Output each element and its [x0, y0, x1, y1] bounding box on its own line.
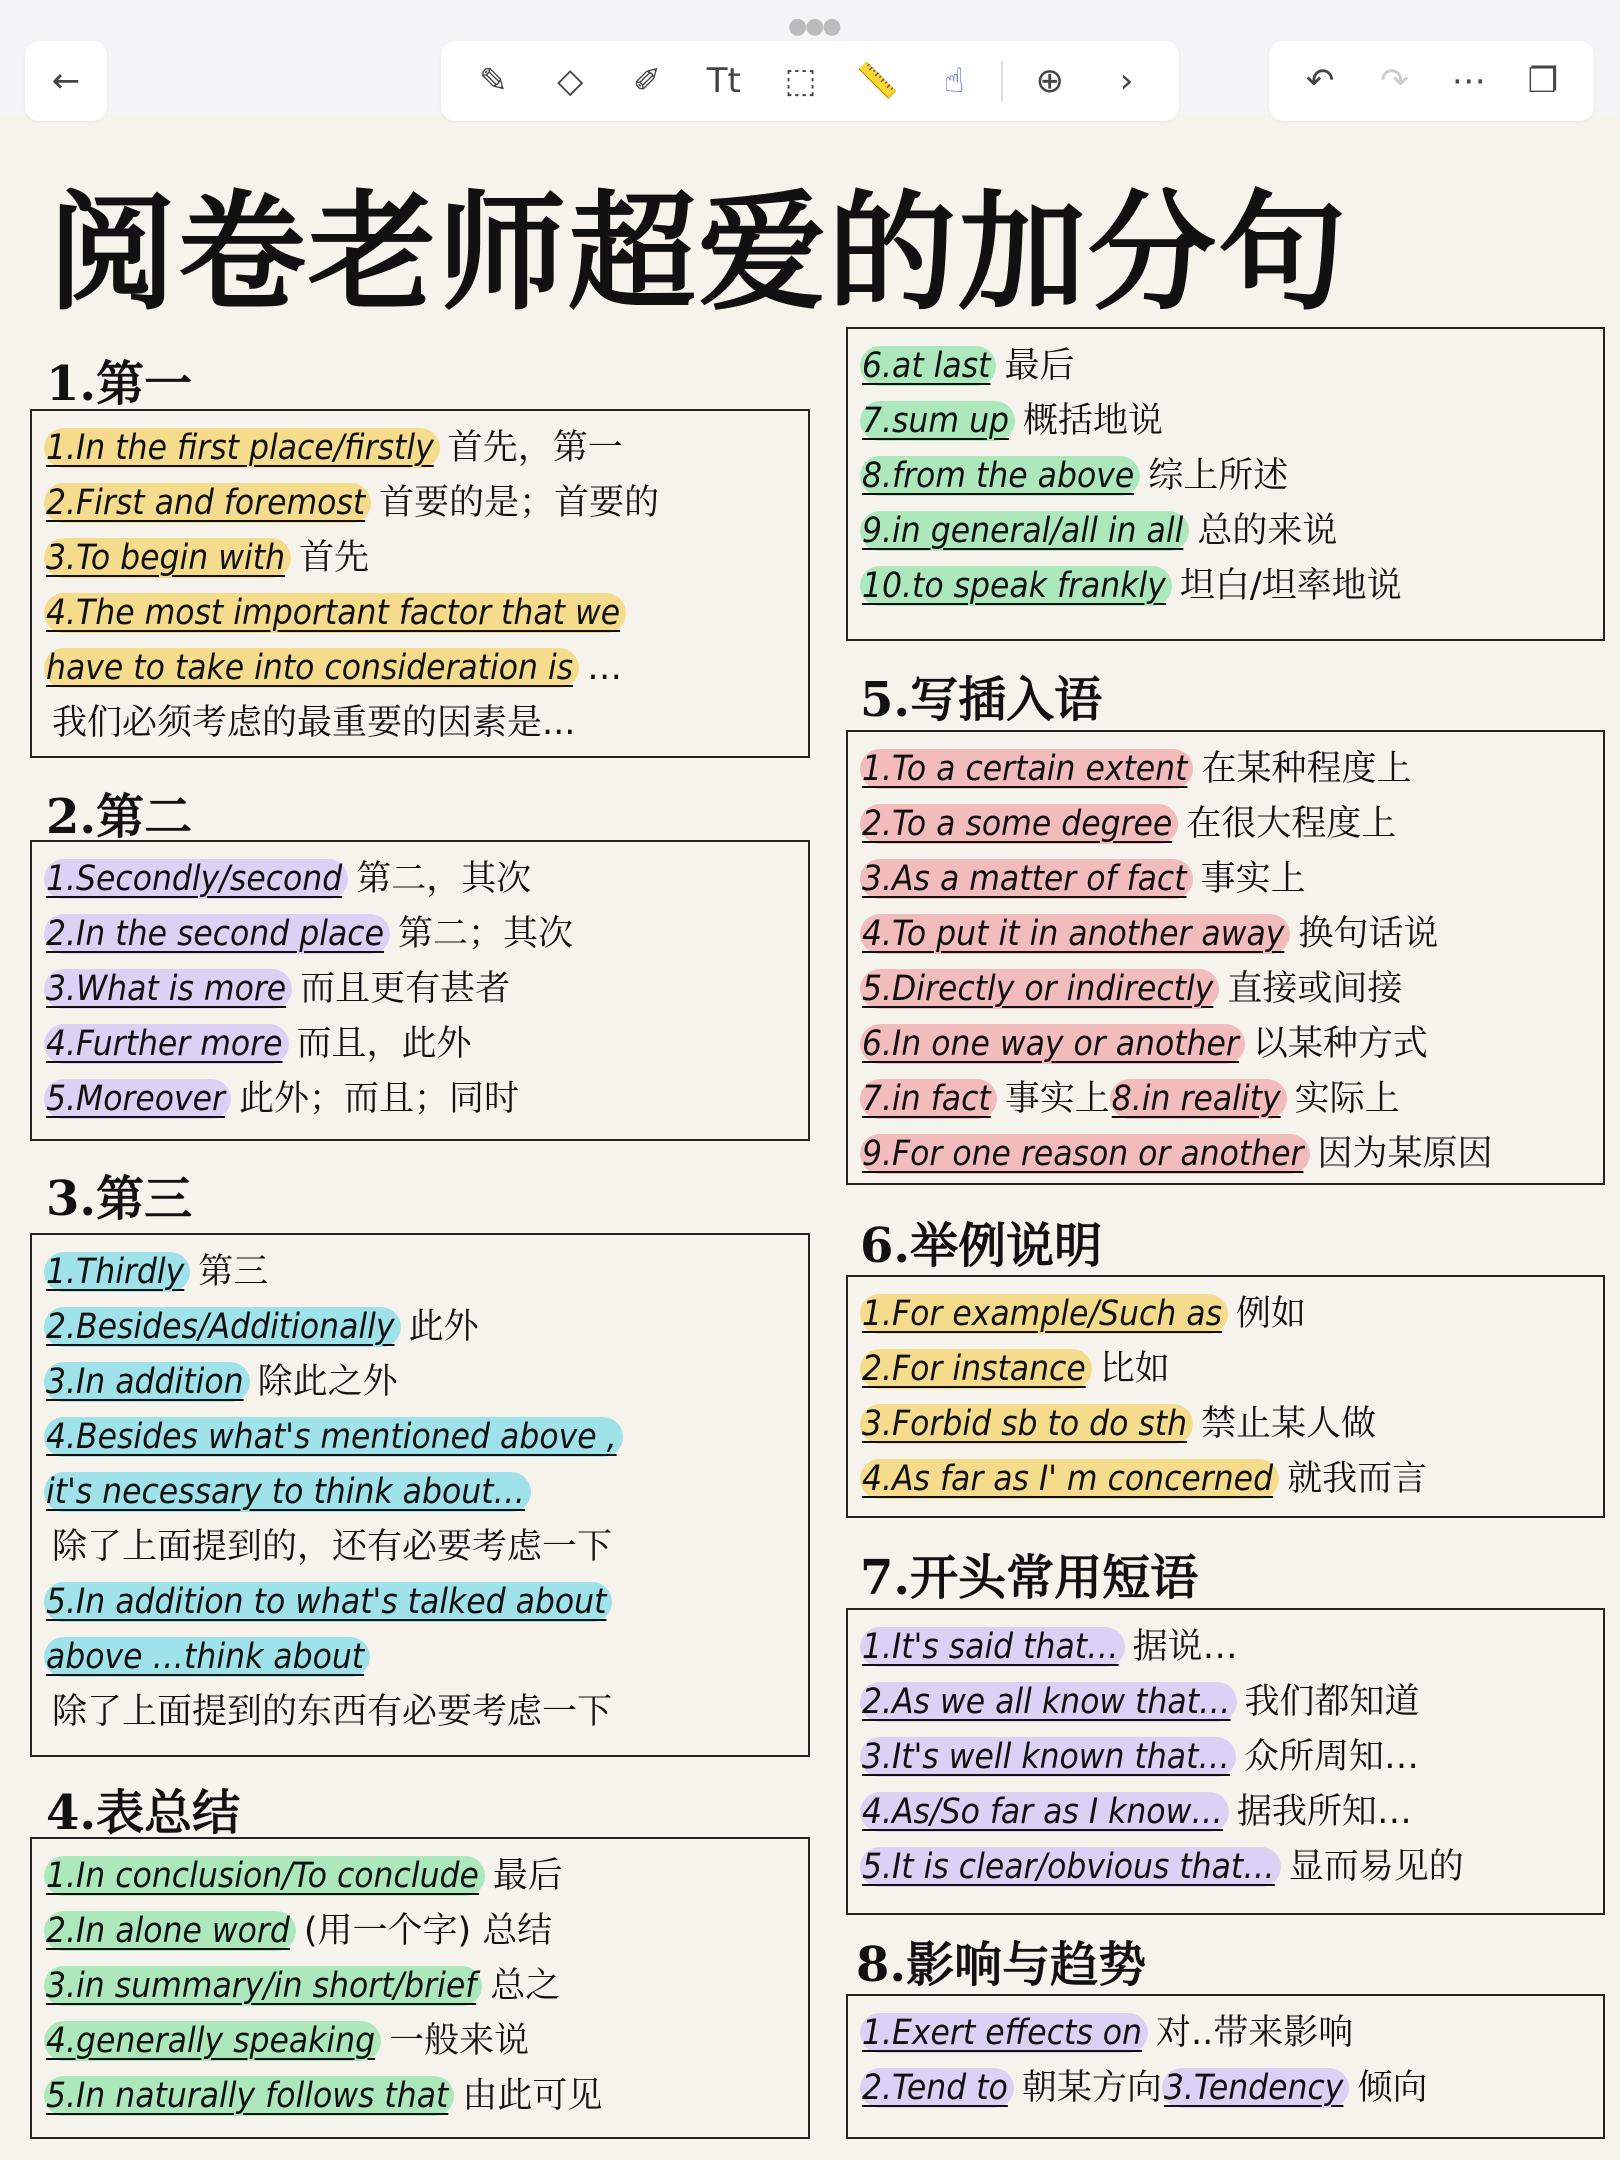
chinese-meaning: 在很大程度上 — [1186, 804, 1397, 844]
phrase-line — [44, 852, 798, 907]
english-phrase: 6.at last — [860, 346, 996, 386]
chinese-meaning: 总之 — [490, 1966, 561, 2006]
back-arrow-icon[interactable]: ← — [51, 61, 81, 101]
chinese-meaning: 除了上面提到的东西有必要考虑一下 — [52, 1692, 613, 1732]
english-phrase: 7.sum up — [860, 401, 1015, 441]
phrase-line — [860, 1730, 1593, 1785]
english-phrase: 5.In addition to what's talked about — [44, 1582, 612, 1622]
tool-palette — [441, 41, 1179, 121]
phrase-line — [44, 1300, 798, 1355]
phrase-line — [860, 1072, 1593, 1127]
chinese-meaning: 最后 — [492, 1856, 563, 1896]
phrase-line — [860, 1127, 1593, 1182]
chinese-meaning: 总的来说 — [1197, 511, 1338, 551]
english-phrase: 2.To a some degree — [860, 804, 1178, 844]
phrase-box — [846, 327, 1605, 641]
chinese-meaning: 换句话说 — [1298, 914, 1439, 954]
section-heading: 2.第二 — [46, 789, 193, 845]
english-phrase: 9.For one reason or another — [860, 1134, 1310, 1174]
chinese-meaning: 坦白/坦率地说 — [1179, 566, 1402, 606]
english-phrase: 2.In alone word — [44, 1911, 296, 1951]
chinese-meaning: 除了上面提到的，还有必要考虑一下 — [52, 1527, 613, 1567]
drag-handle[interactable]: ●●● — [788, 14, 840, 39]
chinese-meaning: 以某种方式 — [1252, 1024, 1428, 1064]
phrase-line — [860, 339, 1593, 394]
phrase-line — [44, 1465, 798, 1520]
chinese-meaning: 由此可见 — [462, 2076, 603, 2116]
chinese-meaning: 众所周知… — [1243, 1737, 1419, 1777]
phrase-line — [860, 1620, 1593, 1675]
highlighter-icon[interactable]: ✐ — [632, 61, 662, 101]
chinese-meaning: 第二，其次 — [356, 859, 532, 899]
more-options-icon[interactable]: ⋯ — [1451, 61, 1486, 101]
chinese-meaning: 就我而言 — [1287, 1459, 1428, 1499]
pen-icon[interactable]: ✎ — [479, 61, 508, 101]
english-phrase: 1.In the first place/firstly — [44, 428, 440, 468]
english-phrase: 2.First and foremost — [44, 483, 371, 523]
english-phrase: it's necessary to think about… — [44, 1472, 531, 1512]
section-heading: 5.写插入语 — [860, 672, 1103, 728]
english-phrase: have to take into consideration is — [44, 648, 579, 688]
phrase-line — [44, 476, 798, 531]
phrase-line — [44, 1245, 798, 1300]
chinese-meaning: 而且，此外 — [296, 1024, 472, 1064]
lasso-select-icon[interactable]: ⬚ — [784, 61, 817, 101]
chinese-meaning: 我们必须考虑的最重要的因素是... — [52, 703, 576, 743]
text-tool-icon[interactable]: Tt — [706, 61, 741, 101]
phrase-line — [44, 1410, 798, 1465]
top-toolbar — [0, 0, 1620, 115]
chinese-meaning: 最后 — [1004, 346, 1075, 386]
english-phrase: 7.in fact — [860, 1079, 997, 1119]
chinese-meaning: 在某种程度上 — [1201, 749, 1412, 789]
phrase-line — [44, 1575, 798, 1630]
chinese-meaning: 直接或间接 — [1227, 969, 1403, 1009]
redo-icon[interactable]: ↷ — [1380, 61, 1409, 101]
chinese-meaning: 对..带来影响 — [1155, 2013, 1354, 2053]
english-phrase: 9.in general/all in all — [860, 511, 1189, 551]
phrase-line — [860, 1675, 1593, 1730]
chinese-meaning: 倾向 — [1357, 2068, 1428, 2108]
phrase-line — [860, 2061, 1593, 2116]
chinese-meaning: 首要的是；首要的 — [379, 483, 660, 523]
phrase-line — [44, 641, 798, 696]
section-heading: 6.举例说明 — [860, 1218, 1103, 1274]
phrase-line — [44, 1355, 798, 1410]
chinese-meaning: 据我所知… — [1236, 1792, 1412, 1832]
chinese-meaning: (用一个字) 总结 — [303, 1911, 553, 1951]
english-phrase: 2.Tend to — [860, 2068, 1014, 2108]
english-phrase: 5.It is clear/obvious that… — [860, 1847, 1281, 1887]
english-phrase: 1.It's said that… — [860, 1627, 1125, 1667]
phrase-line — [860, 1785, 1593, 1840]
divider — [1001, 61, 1003, 101]
english-phrase: 6.In one way or another — [860, 1024, 1245, 1064]
phrase-line — [860, 1452, 1593, 1507]
chinese-meaning: 首先，第一 — [447, 428, 623, 468]
english-phrase: 1.Secondly/second — [44, 859, 348, 899]
english-phrase: 8.from the above — [860, 456, 1140, 496]
english-phrase: 4.To put it in another away — [860, 914, 1290, 954]
english-phrase: 1.Thirdly — [44, 1252, 190, 1292]
phrase-line — [860, 1397, 1593, 1452]
english-phrase: 10.to speak frankly — [860, 566, 1172, 606]
phrase-line — [44, 531, 798, 586]
phrase-line — [860, 852, 1593, 907]
chinese-meaning: 除此之外 — [257, 1362, 398, 1402]
phrase-box — [846, 730, 1605, 1185]
section-heading: 1.第一 — [46, 356, 193, 412]
phrase-line — [44, 1849, 798, 1904]
phrase-box — [30, 1837, 810, 2139]
phrase-line — [44, 1520, 798, 1575]
english-phrase: 8.in reality — [1110, 1079, 1287, 1119]
english-phrase: 1.For example/Such as — [860, 1294, 1228, 1334]
chevron-right-icon[interactable]: › — [1119, 61, 1134, 101]
english-phrase: 1.In conclusion/To conclude — [44, 1856, 485, 1896]
chinese-meaning: 首先 — [299, 538, 370, 578]
chinese-meaning: … — [587, 648, 623, 688]
phrase-line — [44, 2069, 798, 2124]
english-phrase: 2.As we all know that… — [860, 1682, 1237, 1722]
undo-icon[interactable]: ↶ — [1305, 61, 1335, 101]
english-phrase: 3.in summary/in short/brief — [44, 1966, 482, 2006]
english-phrase: 4.Further more — [44, 1024, 289, 1064]
english-phrase: 3.Forbid sb to do sth — [860, 1404, 1193, 1444]
chinese-meaning: 而且更有甚者 — [300, 969, 511, 1009]
phrase-line — [860, 907, 1593, 962]
chinese-meaning: 例如 — [1235, 1294, 1306, 1334]
phrase-box — [846, 1994, 1605, 2139]
phrase-line — [44, 421, 798, 476]
english-phrase: 4.As/So far as I know… — [860, 1792, 1229, 1832]
phrase-box — [846, 1608, 1605, 1915]
chinese-meaning: 据说… — [1132, 1627, 1238, 1667]
phrase-line — [44, 1904, 798, 1959]
section-heading: 4.表总结 — [46, 1785, 241, 1841]
phrase-line — [860, 1342, 1593, 1397]
chinese-meaning: 一般来说 — [389, 2021, 530, 2061]
chinese-meaning: 朝某方向 — [1021, 2068, 1162, 2108]
phrase-line — [860, 559, 1593, 614]
phrase-line — [860, 2006, 1593, 2061]
chinese-meaning: 综上所述 — [1148, 456, 1289, 496]
section-heading: 3.第三 — [46, 1171, 193, 1227]
phrase-line — [44, 1685, 798, 1740]
phrase-line — [860, 1840, 1593, 1895]
chinese-meaning: 禁止某人做 — [1201, 1404, 1377, 1444]
phrase-box — [30, 409, 810, 758]
english-phrase: 2.For instance — [860, 1349, 1092, 1389]
phrase-line — [860, 962, 1593, 1017]
section-heading: 7.开头常用短语 — [860, 1550, 1199, 1606]
phrase-box — [30, 840, 810, 1141]
phrase-line — [44, 586, 798, 641]
chinese-meaning: 实际上 — [1294, 1079, 1400, 1119]
english-phrase: 3.Tendency — [1162, 2068, 1350, 2108]
phrase-line — [44, 1630, 798, 1685]
chinese-meaning: 第三 — [198, 1252, 269, 1292]
chinese-meaning: 显而易见的 — [1288, 1847, 1464, 1887]
english-phrase: 3.To begin with — [44, 538, 291, 578]
english-phrase: 4.generally speaking — [44, 2021, 381, 2061]
english-phrase: 3.What is more — [44, 969, 292, 1009]
chinese-meaning: 此外；而且；同时 — [238, 1079, 519, 1119]
english-phrase: 5.Moreover — [44, 1079, 231, 1119]
hand-tool-icon[interactable]: ☝ — [943, 61, 965, 101]
right-actions — [1269, 41, 1594, 121]
english-phrase: 3.It's well known that… — [860, 1737, 1236, 1777]
phrase-line — [44, 2014, 798, 2069]
phrase-line — [44, 1017, 798, 1072]
phrase-line — [44, 1072, 798, 1127]
english-phrase: 4.As far as I' m concerned — [860, 1459, 1279, 1499]
english-phrase: above …think about — [44, 1637, 370, 1677]
english-phrase: 2.In the second place — [44, 914, 390, 954]
english-phrase: 1.Exert effects on — [860, 2013, 1148, 2053]
chinese-meaning: 因为某原因 — [1317, 1134, 1493, 1174]
phrase-line — [860, 1017, 1593, 1072]
chinese-meaning: 比如 — [1099, 1349, 1170, 1389]
chinese-meaning: 事实上 — [1004, 1079, 1110, 1119]
phrase-line — [44, 1959, 798, 2014]
chinese-meaning: 概括地说 — [1023, 401, 1164, 441]
phrase-line — [44, 962, 798, 1017]
page-title: 阅卷老师超爱的加分句 — [48, 179, 1349, 328]
chinese-meaning: 此外 — [408, 1307, 479, 1347]
phrase-line — [44, 907, 798, 962]
chinese-meaning: 我们都知道 — [1244, 1682, 1420, 1722]
pages-icon[interactable]: ❐ — [1527, 61, 1559, 101]
chinese-meaning: 事实上 — [1200, 859, 1306, 899]
phrase-line — [860, 394, 1593, 449]
phrase-line — [860, 797, 1593, 852]
english-phrase: 4.The most important factor that we — [44, 593, 626, 633]
back-button[interactable] — [25, 41, 107, 121]
phrase-line — [860, 1287, 1593, 1342]
english-phrase: 5.In naturally follows that — [44, 2076, 454, 2116]
phrase-box — [846, 1275, 1605, 1518]
phrase-line — [860, 504, 1593, 559]
insert-image-icon[interactable]: ⊕ — [1035, 61, 1065, 101]
phrase-line — [44, 696, 798, 751]
english-phrase: 3.As a matter of fact — [860, 859, 1193, 899]
section-heading: 8.影响与趋势 — [856, 1937, 1147, 1993]
english-phrase: 3.In addition — [44, 1362, 250, 1402]
english-phrase: 1.To a certain extent — [860, 749, 1193, 789]
eraser-icon[interactable]: ◇ — [557, 61, 584, 101]
english-phrase: 4.Besides what's mentioned above , — [44, 1417, 623, 1457]
phrase-box — [30, 1233, 810, 1757]
ruler-icon[interactable]: 📏 — [856, 61, 899, 101]
chinese-meaning: 第二；其次 — [398, 914, 574, 954]
phrase-line — [860, 449, 1593, 504]
english-phrase: 2.Besides/Additionally — [44, 1307, 401, 1347]
phrase-line — [860, 742, 1593, 797]
english-phrase: 5.Directly or indirectly — [860, 969, 1219, 1009]
